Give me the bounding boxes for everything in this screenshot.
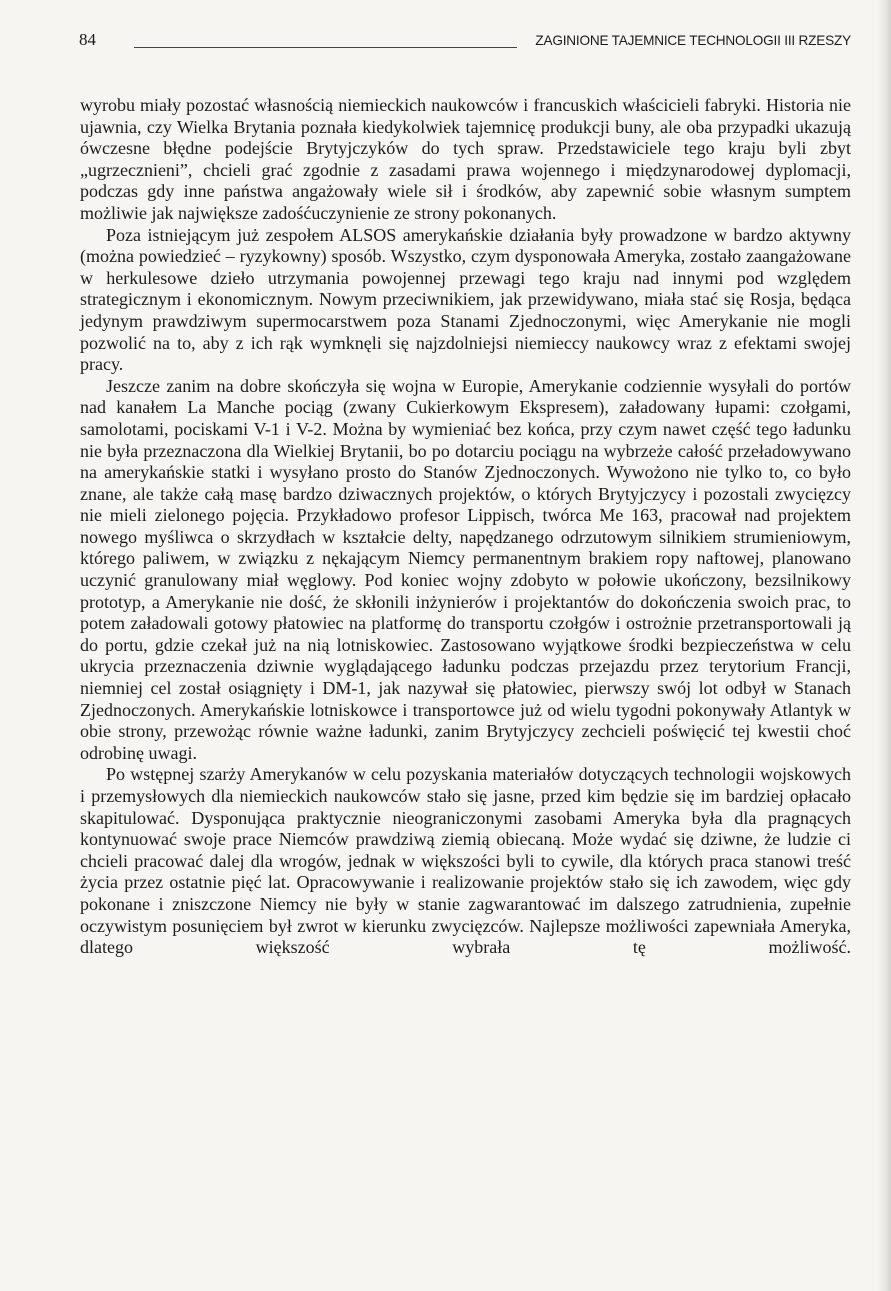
paragraph-3: Jeszcze zanim na dobre skończyła się wojna w Europie, Amerykanie codziennie wysyłali do portów nad kanałem La Manche pociąg (zwany Cukierkowym Ekspresem), załadowany łupami: czołgami, samolotami, pociskami V-1 i V-2. Można by wymieniać bez końca, przy czym nawet część tego ładunku nie była przeznaczona dla Wielkiej Brytanii, bo po dotarciu pociągu na wybrzeże całość przeładowywano na amerykańskie statki i wysyłano prosto do Stanów Zjednoczonych. Wywożono nie tylko to, co było znane, ale także całą masę bardzo dziwacznych projektów, o których Brytyjczycy i pozostali zwycięzcy nie mieli zielonego pojęcia. Przykładowo profesor Lippisch, twórca Me 163, pracował nad projektem nowego myśliwca o skrzydłach w kształcie delty, napędzanego odrzutowym silnikiem strumieniowym, którego paliwem, w związku z nękającym Niemcy permanentnym brakiem ropy naftowej, planowano uczynić granulowany miał węglowy. Pod koniec wojny zdobyto w połowie ukończony, bezsilnikowy prototyp, a Amerykanie nie dość, że skłonili inżynierów i projektantów do dokończenia swoich prac, to potem załadowali gotowy płatowiec na platformę do transportu czołgów i ostrożnie przetransportowali ją do portu, gdzie czekał już na nią lotniskowiec. Zastosowano wyjątkowe środki bezpieczeństwa w celu ukrycia przeznaczenia dziwnie wyglądającego ładunku podczas przejazdu przez terytorium Francji, niemniej cel został osiągnięty i DM-1, jak nazywał się płatowiec, pierwszy swój lot odbył w Stanach Zjednoczonych. Amerykańskie lotniskowce i transportowce już od wielu tygodni pokonywały Atlantyk w obie strony, przewożąc równie ważne ładunki, zanim Brytyjczycy zechcieli poświęcić tej kwestii choć odrobinę uwagi. bbox=[80, 375, 851, 763]
paragraph-4: Po wstępnej szarży Amerykanów w celu pozyskania materiałów dotyczących technologii wojskowych i przemysłowych dla niemieckich naukowców stało się jasne, przed kim będzie się im bardziej opłacało skapitulować. Dysponująca praktycznie nieograniczonymi zasobami Ameryka była dla pragnących kontynuować swoje prace Niemców prawdziwą ziemią obiecaną. Może wydać się dziwne, że ludzie ci chcieli pracować dalej dla wrogów, jednak w większości byli to cywile, dla których praca stanowi treść życia przez ostatnie pięć lat. Opracowywanie i realizowanie projektów stało się ich zawodem, więc gdy pokonane i zniszczone Niemcy nie były w stanie zagwarantować im dalszego zatrudnienia, zupełnie oczywistym posunięciem był zwrot w kierunku zwycięzców. Najlepsze możliwości zapewniała Ameryka, dlatego większość wybrała tę możliwość. bbox=[80, 764, 851, 958]
running-title: ZAGINIONE TAJEMNICE TECHNOLOGII III RZESZY bbox=[535, 33, 851, 48]
running-header bbox=[79, 30, 851, 54]
page-number: 84 bbox=[79, 30, 96, 49]
page-edge-shadow bbox=[877, 0, 891, 1291]
header-rule bbox=[134, 47, 517, 48]
body-text bbox=[80, 95, 851, 959]
paragraph-2: Poza istniejącym już zespołem ALSOS amerykańskie działania były prowadzone w bardzo aktywny (można powiedzieć – ryzykowny) sposób. Wszystko, czym dysponowała Ameryka, zostało zaangażowane w herkulesowe dzieło utrzymania powojennej przewagi tego kraju nad innymi pod względem strategicznym i ekonomicznym. Nowym przeciwnikiem, jak przewidywano, miała stać się Rosja, będąca jedynym prawdziwym supermocarstwem poza Stanami Zjednoczonymi, więc Amerykanie nie mogli pozwolić na to, aby z ich rąk wymknęli się najzdolniejsi niemieccy naukowcy wraz z efektami swojej pracy. bbox=[80, 224, 851, 375]
paragraph-1: wyrobu miały pozostać własnością niemieckich naukowców i francuskich właścicieli fabryki. Historia nie ujawnia, czy Wielka Brytania poznała kiedykolwiek tajemnicę produkcji buny, ale oba przypadki ukazują ówczesne błędne podejście Brytyjczyków do tych spraw. Przedstawiciele tego kraju byli zbyt „ugrzecznieni”, chcieli grać zgodnie z zasadami prawa wojennego i międzynarodowej dyplomacji, podczas gdy inne państwa angażowały wiele sił i środków, aby zapewnić sobie własnym sumptem możliwie jak największe zadośćuczynienie ze strony pokonanych. bbox=[80, 95, 851, 223]
